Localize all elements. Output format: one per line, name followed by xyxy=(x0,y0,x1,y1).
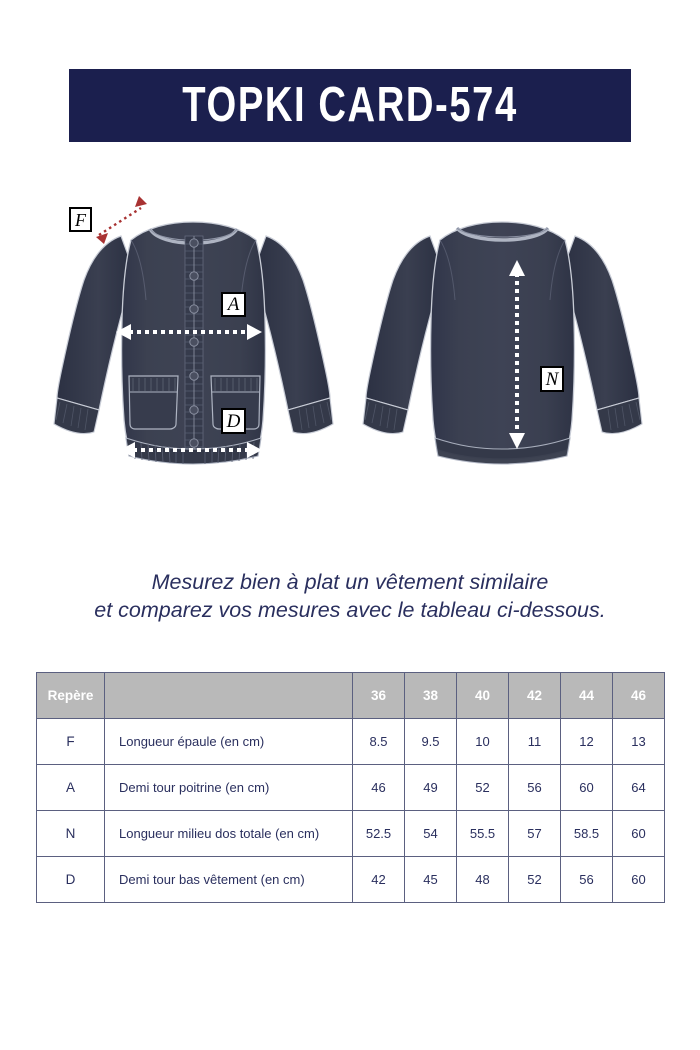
cell-value: 46 xyxy=(353,765,405,811)
header-size-42: 42 xyxy=(509,673,561,719)
size-chart-table xyxy=(36,672,665,903)
row-description: Longueur milieu dos totale (en cm) xyxy=(105,811,353,857)
table-row xyxy=(37,765,665,811)
back-garment xyxy=(363,222,642,464)
title-banner xyxy=(69,69,631,142)
cell-value: 10 xyxy=(457,719,509,765)
table-row xyxy=(37,811,665,857)
row-description: Demi tour bas vêtement (en cm) xyxy=(105,857,353,903)
cell-value: 11 xyxy=(509,719,561,765)
cell-value: 13 xyxy=(613,719,665,765)
cell-value: 45 xyxy=(405,857,457,903)
cell-value: 52 xyxy=(509,857,561,903)
cell-value: 54 xyxy=(405,811,457,857)
row-marker: F xyxy=(37,719,105,765)
cell-value: 52 xyxy=(457,765,509,811)
cell-value: 12 xyxy=(561,719,613,765)
cell-value: 57 xyxy=(509,811,561,857)
measurement-instructions xyxy=(0,568,700,624)
header-size-46: 46 xyxy=(613,673,665,719)
cell-value: 60 xyxy=(561,765,613,811)
instruction-line-1: Mesurez bien à plat un vêtement similaire xyxy=(151,570,549,594)
cell-value: 52.5 xyxy=(353,811,405,857)
header-size-38: 38 xyxy=(405,673,457,719)
table-row xyxy=(37,719,665,765)
row-marker: D xyxy=(37,857,105,903)
row-description: Longueur épaule (en cm) xyxy=(105,719,353,765)
row-description: Demi tour poitrine (en cm) xyxy=(105,765,353,811)
cell-value: 55.5 xyxy=(457,811,509,857)
cell-value: 60 xyxy=(613,811,665,857)
header-size-36: 36 xyxy=(353,673,405,719)
cell-value: 58.5 xyxy=(561,811,613,857)
table-row xyxy=(37,857,665,903)
cell-value: 56 xyxy=(509,765,561,811)
cell-value: 56 xyxy=(561,857,613,903)
row-marker: N xyxy=(37,811,105,857)
marker-label-n: N xyxy=(540,366,564,392)
instruction-line-2: et comparez vos mesures avec le tableau ci-dessous. xyxy=(94,598,606,622)
header-size-44: 44 xyxy=(561,673,613,719)
front-garment xyxy=(54,196,333,464)
table-header-row xyxy=(37,673,665,719)
marker-label-f: F xyxy=(69,207,92,232)
garment-illustration xyxy=(0,180,700,520)
page-title: TOPKI CARD-574 xyxy=(182,78,518,132)
cell-value: 42 xyxy=(353,857,405,903)
cell-value: 49 xyxy=(405,765,457,811)
header-description xyxy=(105,673,353,719)
marker-label-a: A xyxy=(221,292,246,317)
marker-label-d: D xyxy=(221,408,246,434)
cell-value: 60 xyxy=(613,857,665,903)
cell-value: 64 xyxy=(613,765,665,811)
header-size-40: 40 xyxy=(457,673,509,719)
header-repere: Repère xyxy=(37,673,105,719)
cell-value: 48 xyxy=(457,857,509,903)
cell-value: 8.5 xyxy=(353,719,405,765)
cell-value: 9.5 xyxy=(405,719,457,765)
row-marker: A xyxy=(37,765,105,811)
